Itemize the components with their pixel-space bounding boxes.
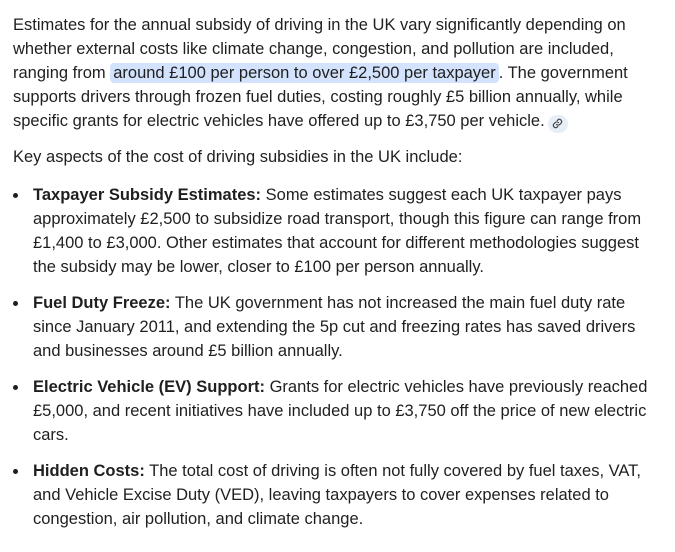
bullet-text: Grants for electric vehicles have previously reached £5,000, and recent initiatives have included up to £3,750 off the price of new electric cars. — [33, 378, 648, 444]
bullet-term: Fuel Duty Freeze: — [33, 294, 171, 312]
response-content — [13, 13, 663, 543]
highlighted-citation[interactable]: around £100 per person to over £2,500 per taxpayer — [110, 63, 499, 83]
intro-text-before: Estimates for the annual subsidy of driving in the UK vary significantly depending on whether external costs like climate change, congestion, and pollution are included, ranging from — [13, 16, 626, 82]
list-item — [13, 183, 663, 279]
intro-paragraph — [13, 13, 663, 133]
lead-paragraph: Key aspects of the cost of driving subsidies in the UK include: — [13, 148, 463, 166]
bullet-list — [13, 183, 663, 531]
bullet-term: Hidden Costs: — [33, 462, 145, 480]
bullet-text: The UK government has not increased the main fuel duty rate since January 2011, and extending the 5p cut and freezing rates has saved drivers and businesses around £5 billion annually. — [33, 294, 636, 360]
link-icon — [552, 118, 563, 129]
list-item — [13, 375, 663, 447]
bullet-term: Electric Vehicle (EV) Support: — [33, 378, 265, 396]
intro-text-after: . The government supports drivers through frozen fuel duties, costing roughly £5 billion annually, while specific grants for electric vehicles have offered up to £3,750 per vehicle. — [13, 64, 628, 130]
list-item — [13, 459, 663, 531]
bullet-term: Taxpayer Subsidy Estimates: — [33, 186, 262, 204]
list-item — [13, 291, 663, 363]
bullet-text: Some estimates suggest each UK taxpayer pays approximately £2,500 to subsidize road transport, though this figure can range from £1,400 to £3,000. Other estimates that account for different methodologies suggest the subsidy may be lower, closer to £100 per person annually. — [33, 186, 642, 276]
bullet-text: The total cost of driving is often not fully covered by fuel taxes, VAT, and Vehicle Excise Duty (VED), leaving taxpayers to cover expenses related to congestion, air pollution, and climate change. — [33, 462, 642, 528]
source-link-button[interactable] — [548, 115, 568, 133]
